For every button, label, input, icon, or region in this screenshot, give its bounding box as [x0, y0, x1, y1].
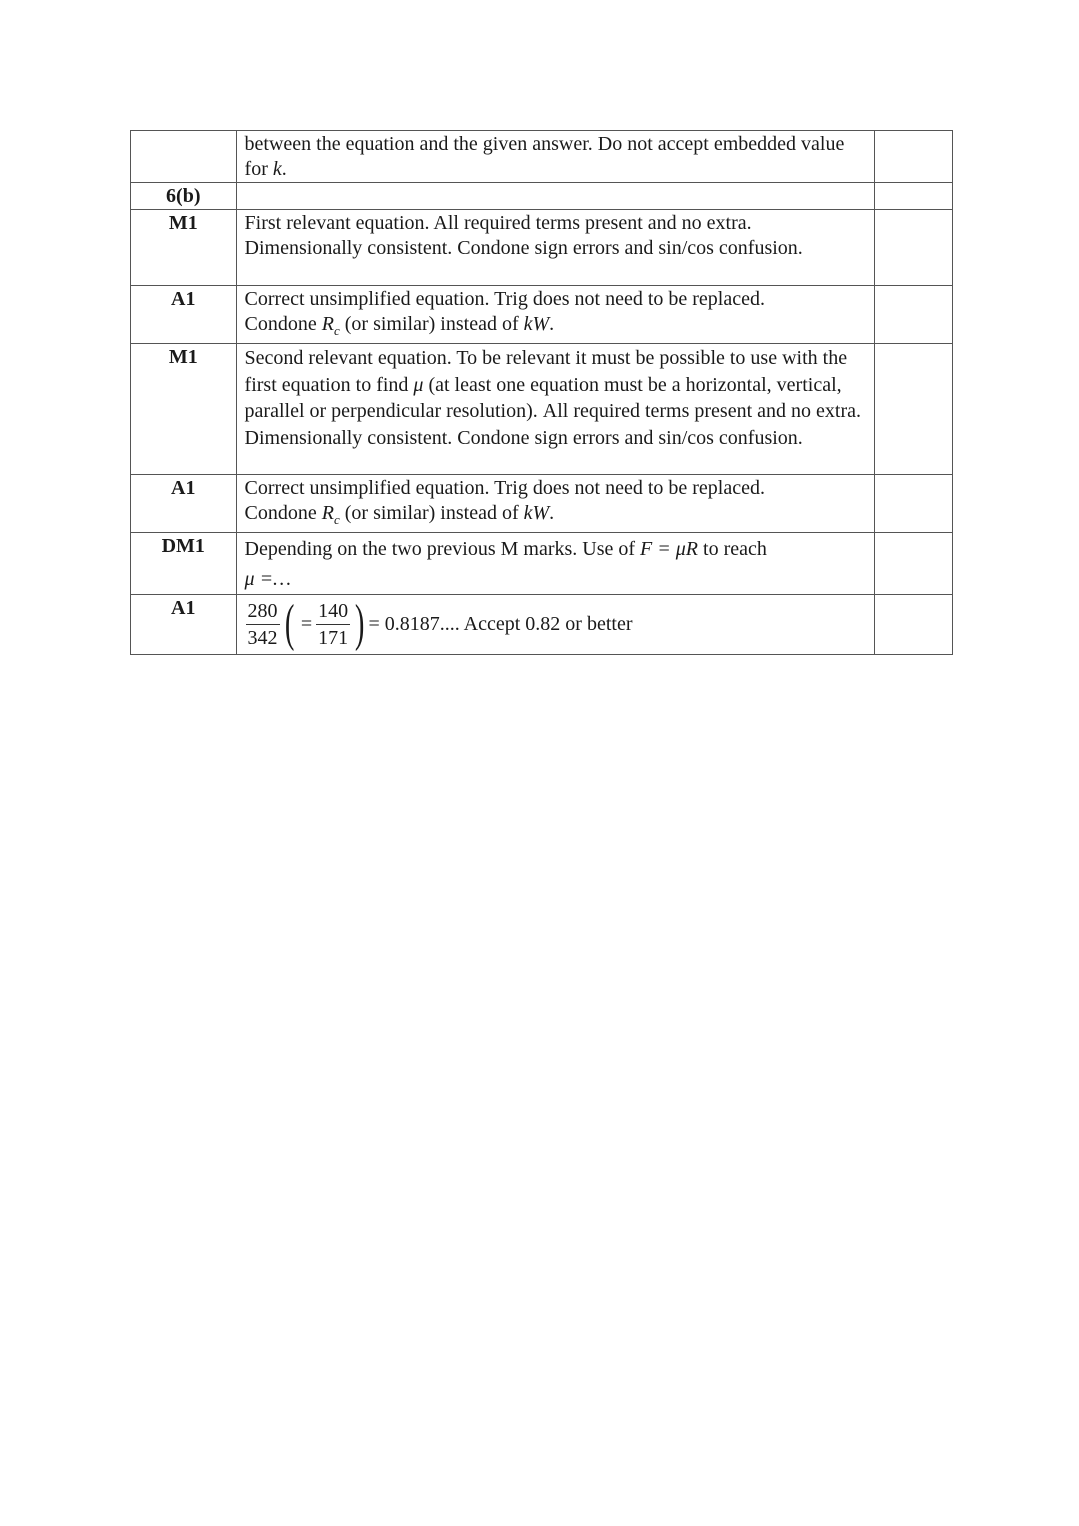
extra-cell: [875, 475, 953, 533]
mark-cell: M1: [131, 344, 237, 475]
mu-symbol: μ: [413, 373, 424, 396]
extra-cell: [875, 344, 953, 475]
mu-result-line: μ =…: [244, 568, 291, 590]
table-row: [131, 595, 953, 655]
guidance-cell: [236, 183, 875, 210]
mark-cell: M1: [131, 210, 237, 286]
guidance-cell: [236, 595, 875, 655]
extra-cell: [875, 286, 953, 344]
guidance-cell: Second relevant equation. To be relevant it must be possible to use with the first equation to find μ (at least one equation must be a horizontal, vertical, parallel or perpendicular resolution). All required terms present and no extra. Dimensionally consistent. Condone sign errors and sin/cos confusion.: [236, 344, 875, 475]
extra-cell: [875, 595, 953, 655]
left-parenthesis: (: [284, 595, 294, 652]
guidance-cell: Depending on the two previous M marks. Use of F = μR to reach μ =…: [236, 533, 875, 595]
table-row: [131, 210, 953, 286]
extra-cell: [875, 210, 953, 286]
guidance-cell: between the equation and the given answer. Do not accept embedded value for k.: [236, 131, 875, 183]
extra-cell: [875, 533, 953, 595]
table-row: [131, 183, 953, 210]
mark-cell: DM1: [131, 533, 237, 595]
extra-cell: [875, 183, 953, 210]
final-answer-formula: $\frac{280}{342}$ ( = $\frac{140}{171}$ ) = 0.8187.... Accept 0.82 or better: [247, 595, 633, 652]
friction-equation: F = μR: [640, 538, 699, 560]
table-row: [131, 533, 953, 595]
fraction-140-171: $\frac{140}{171}$: [318, 599, 349, 649]
right-parenthesis: ): [355, 595, 365, 652]
numeric-result: = 0.8187.... Accept 0.82 or better: [368, 612, 633, 635]
mark-scheme-table: [130, 130, 953, 655]
mark-cell: A1: [131, 475, 237, 533]
table-row: [131, 131, 953, 183]
extra-cell: [875, 131, 953, 183]
table-row: [131, 475, 953, 533]
table-row: [131, 286, 953, 344]
fraction-280-342: $\frac{280}{342}$: [247, 599, 278, 649]
guidance-cell: First relevant equation. All required terms present and no extra. Dimensionally consistent. Condone sign errors and sin/cos confusion.: [236, 210, 875, 286]
question-number: 6(b): [131, 183, 237, 210]
mark-cell: [131, 131, 237, 183]
mark-cell: A1: [131, 595, 237, 655]
guidance-cell: Correct unsimplified equation. Trig does not need to be replaced. Condone $R_c$ (or similar) instead of kW.: [236, 286, 875, 344]
table-row: [131, 344, 953, 475]
guidance-cell: Correct unsimplified equation. Trig does not need to be replaced. Condone $R_c$ (or similar) instead of kW.: [236, 475, 875, 533]
mark-cell: A1: [131, 286, 237, 344]
